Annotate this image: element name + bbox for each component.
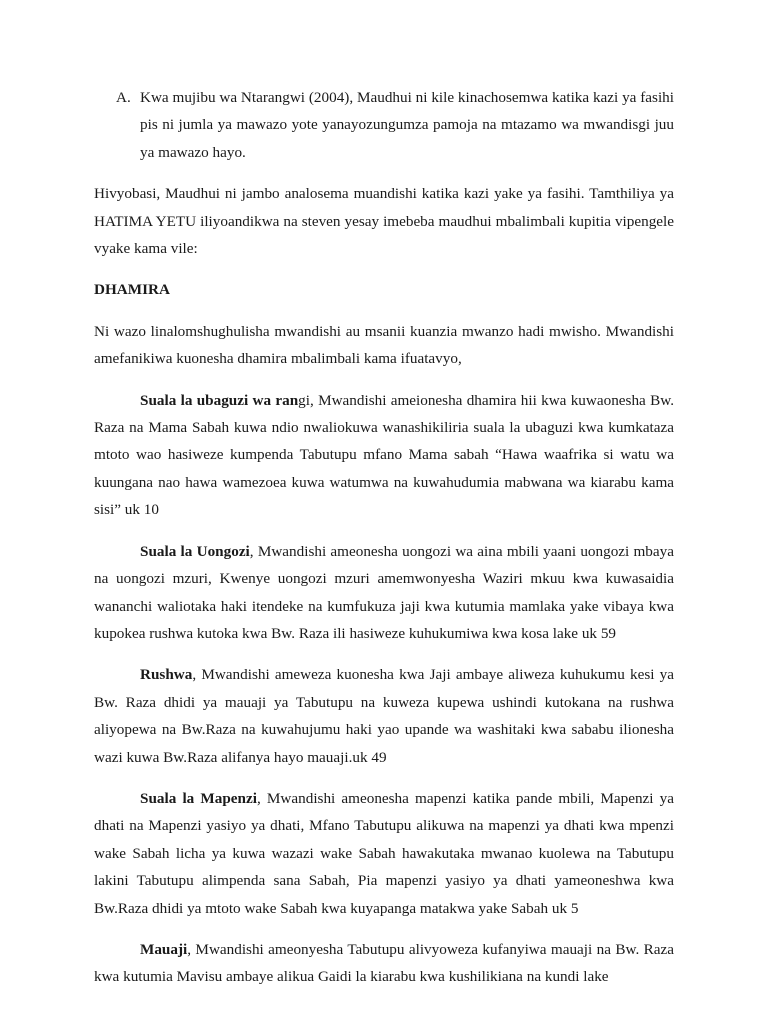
theme-body: , Mwandishi ameweza kuonesha kwa Jaji ambaye aliweza kuhukumu kesi ya Bw. Raza dhidi ya mauaji ya Tabutupu na kuweza kupewa ushindi kutokana na rushwa aliyopewa na Bw.Raza na kuwahujumu haki yao upande wa washitaki kwa sababu ilionesha wazi kuwa Bw.Raza alifanya hayo mauaji.uk 49: [94, 666, 674, 766]
theme-body: , Mwandishi ameonesha uongozi wa aina mbili yaani uongozi mbaya na uongozi mzuri, Kwenye uongozi mzuri amemwonyesha Waziri mkuu kwa kuwasaidia wananchi waliotaka haki itendeke na kumfukuza jaji kwa kutumia mamlaka yake vibaya kwa kupokea rushwa kutoka kwa Bw. Raza ili hasiweze kuhukumiwa kwa kosa lake uk 59: [94, 542, 674, 642]
definition-paragraph: Ni wazo linalomshughulisha mwandishi au msanii kuanzia mwanzo hadi mwisho. Mwandishi amefanikiwa kuonesha dhamira mbalimbali kama ifuatavyo,: [94, 322, 674, 368]
intro-paragraph: Hivyobasi, Maudhui ni jambo analosema muandishi katika kazi yake ya fasihi. Tamthiliya ya HATIMA YETU iliyoandikwa na steven yesay imebeba maudhui mbalimbali kupitia vipengele vyake kama vile:: [94, 185, 674, 258]
theme-title: Suala la ubaguzi wa ran: [140, 391, 299, 409]
theme-paragraph-ubaguzi: [94, 387, 674, 524]
list-item-a: [94, 84, 674, 166]
section-heading: DHAMIRA: [94, 281, 170, 299]
theme-body: gi, Mwandishi ameionesha dhamira hii kwa kuwaonesha Bw. Raza na Mama Sabah kuwa ndio nwaliokuwa wanashikiliria suala la ubaguzi kwa kumkataza mtoto wao hasiweze kumpenda Tabutupu mfano Mama sabah “Hawa waafrika si watu wa kuungana nao hawa wamezoea kuwa watumwa na kuwahudumia mabwana wa kiarabu kama sisi” uk 10: [94, 391, 674, 519]
theme-body: , Mwandishi ameonyesha Tabutupu alivyoweza kufanyiwa mauaji na Bw. Raza kwa kutumia Mavisu ambaye alikua Gaidi la kiarabu kwa kushilikiana na kundi lake: [94, 940, 674, 986]
theme-paragraph-rushwa: [94, 661, 674, 771]
theme-title: Rushwa: [140, 666, 193, 684]
list-item-text: Kwa mujibu wa Ntarangwi (2004), Maudhui ni kile kinachosemwa katika kazi ya fasihi pis ni jumla ya mawazo yote yanayozungumza pamoja na mtazamo wa mwandisgi juu ya mawazo hayo.: [140, 89, 674, 161]
theme-title: Mauaji: [140, 940, 188, 958]
theme-paragraph-uongozi: [94, 538, 674, 648]
theme-paragraph-mauaji: [94, 936, 674, 991]
theme-title: Suala la Uongozi: [140, 542, 250, 560]
list-marker: A.: [116, 89, 131, 106]
theme-title: Suala la Mapenzi: [140, 789, 257, 807]
theme-paragraph-mapenzi: [94, 785, 674, 922]
theme-body: , Mwandishi ameonesha mapenzi katika pande mbili, Mapenzi ya dhati na Mapenzi yasiyo ya dhati, Mfano Tabutupu alikuwa na mapenzi ya dhati kwa mpenzi wake Sabah licha ya kuwa wazazi wake Sabah hawakutaka mwanao kuolewa na Tabutupu lakini Tabutupu alimpenda sana Sabah, Pia mapenzi yasiyo ya dhati yameoneshwa kwa Bw.Raza dhidi ya mtoto wake Sabah kwa kuyapanga matakwa yake Sabah uk 5: [94, 789, 674, 917]
